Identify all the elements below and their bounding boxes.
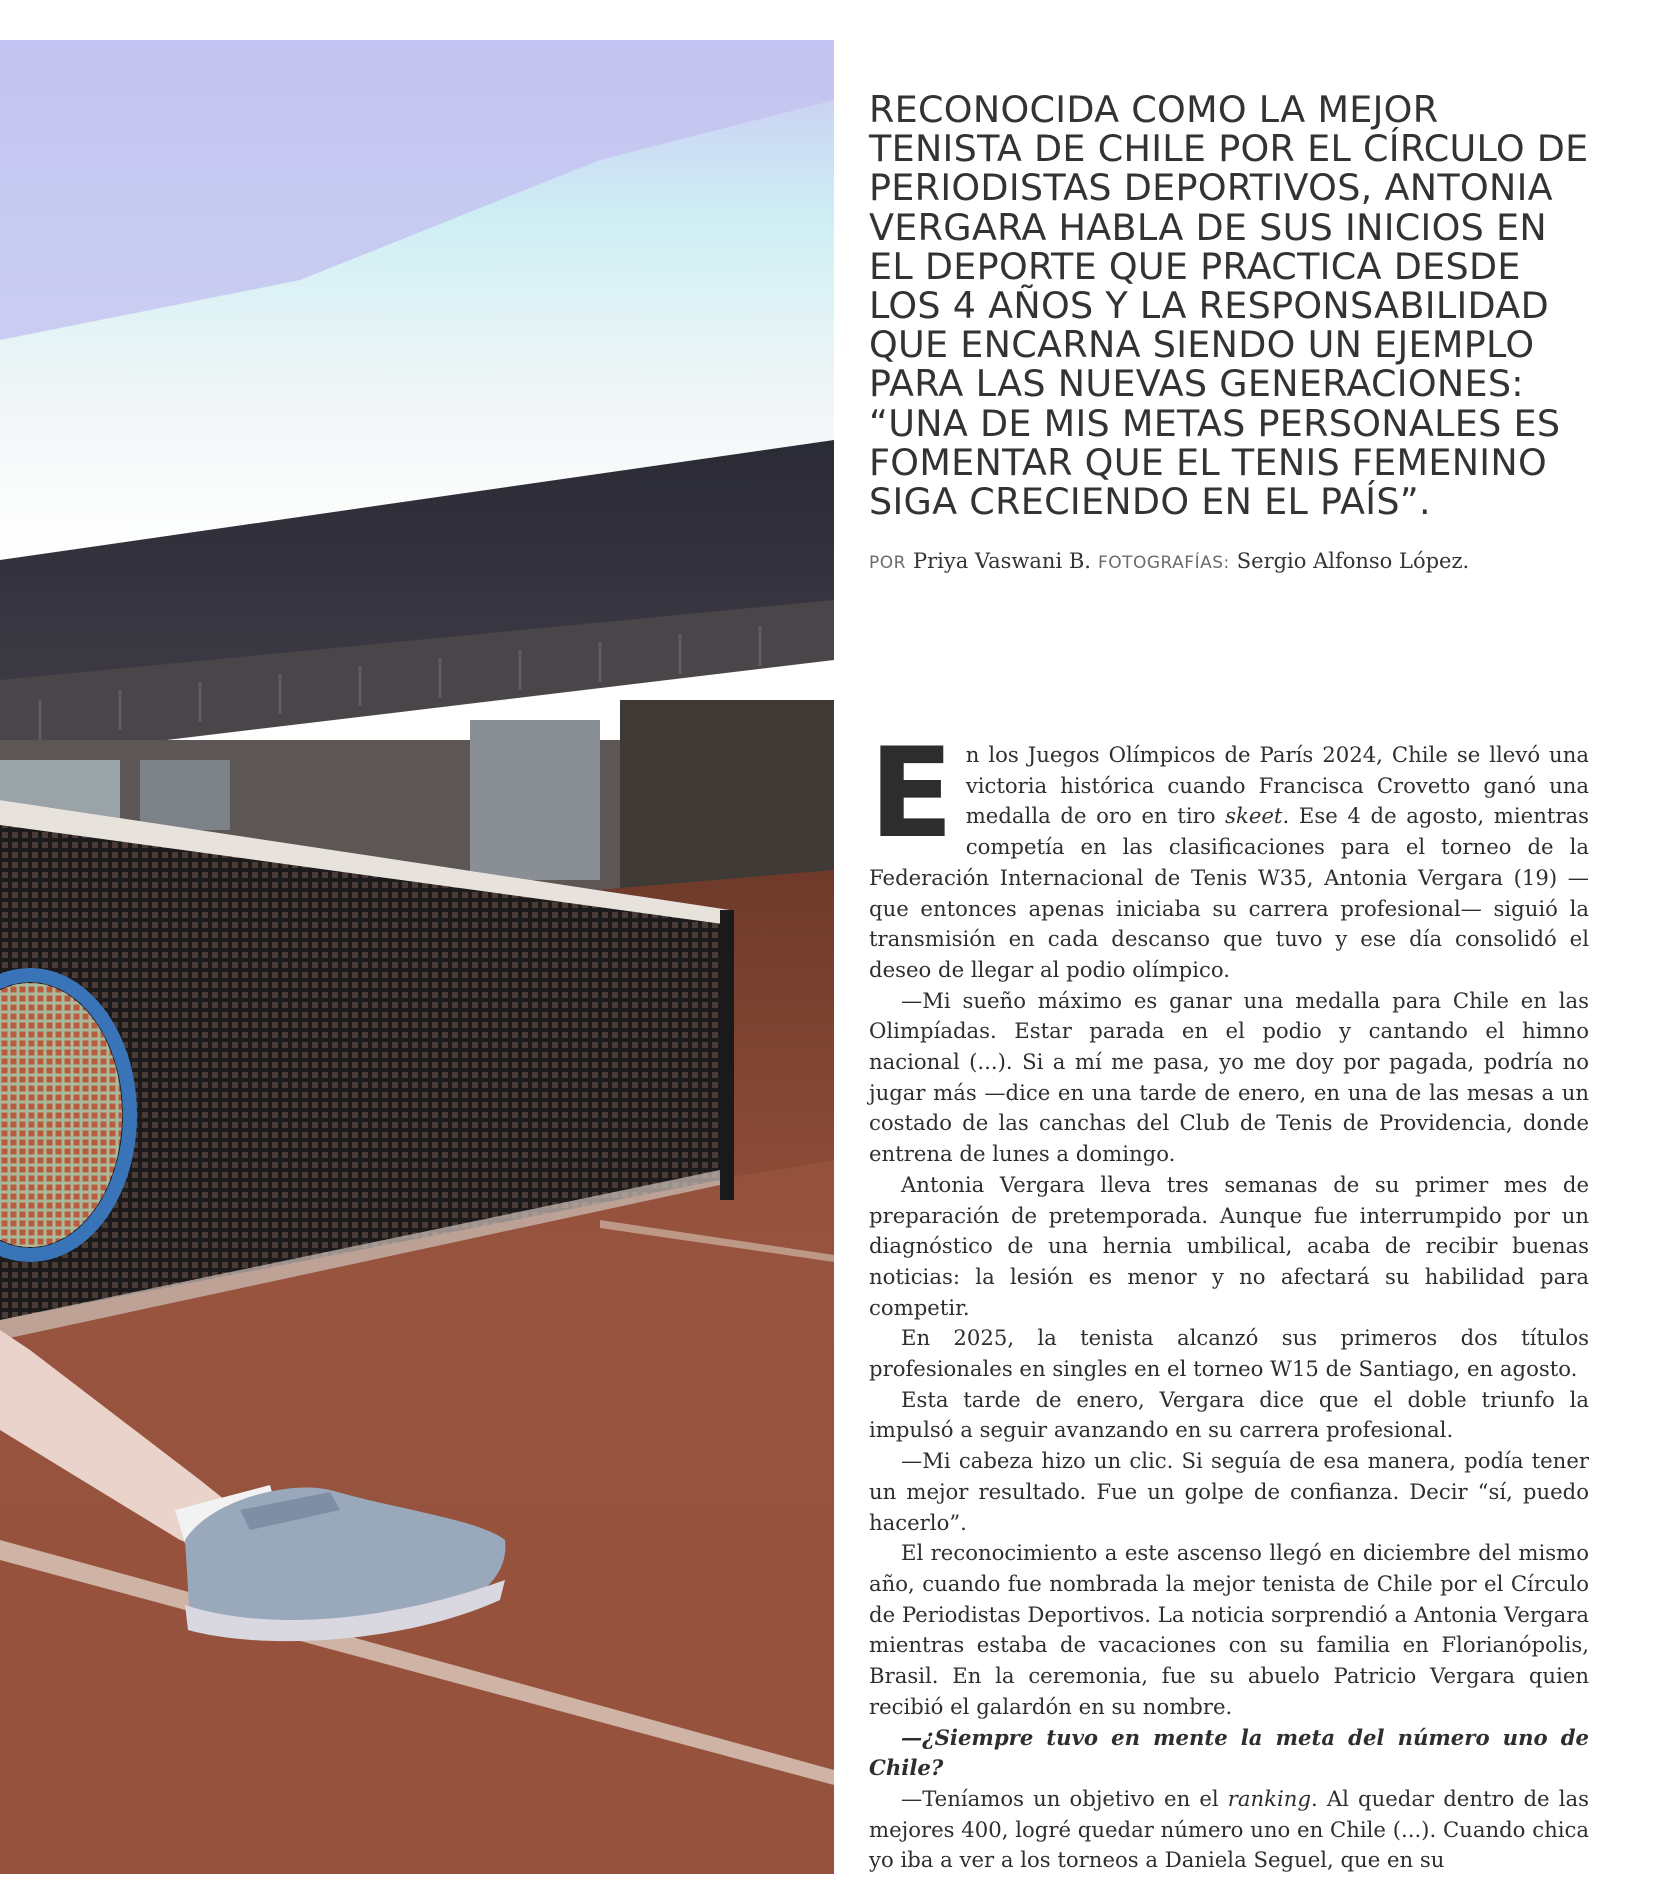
paragraph-7: El reconocimiento a este ascenso llegó en diciembre del mismo año, cuando fue nombrada la mejor tenista de Chile por el Círculo de Periodistas Deportivos. La noticia sorprendió a Antonia Vergara mientras estaba de vacaciones con su familia en Florianópolis, Brasil. En la ceremonia, fue su abuelo Patricio Vergara quien recibió el galardón en su nombre.: [869, 1540, 1589, 1719]
paragraph-8-text-a: —Teníamos un objetivo en el: [901, 1785, 1228, 1811]
interview-question-1: —¿Siempre tuvo en mente la meta del número uno de Chile?: [869, 1724, 1589, 1781]
paragraph-1-emphasis: skeet: [1225, 803, 1283, 829]
article-photo: [0, 40, 834, 1874]
byline-por-label: POR: [869, 553, 906, 574]
paragraph-5: Esta tarde de enero, Vergara dice que el doble triunfo la impulsó a seguir avanzando en su carrera profesional.: [869, 1386, 1589, 1443]
paragraph-4: En 2025, la tenista alcanzó sus primeros dos títulos profesionales en singles en el torneo W15 de Santiago, en agosto.: [869, 1325, 1589, 1382]
paragraph-1-text-b: . Ese 4 de agosto, mientras competía en las clasificaciones para el torneo de la Federación Internacional de Tenis W35, Antonia Vergara (19) —que entonces apenas iniciaba su carrera profesional— siguió la transmisión en cada descanso que tuvo y ese día consolidó el deseo de llegar al podio olímpico.: [869, 803, 1589, 982]
tennis-court-illustration: [0, 40, 834, 1874]
article-header: [869, 90, 1599, 574]
paragraph-8-emphasis: ranking: [1227, 1785, 1312, 1811]
drop-cap: E: [869, 722, 954, 866]
article-body: [869, 722, 1589, 1876]
paragraph-3: Antonia Vergara lleva tres semanas de su primer mes de preparación de pretemporada. Aunque fue interrumpido por un diagnóstico de una hernia umbilical, acaba de recibir buenas noticias: la lesión es menor y no afectará su habilidad para competir.: [869, 1171, 1589, 1320]
paragraph-6: —Mi cabeza hizo un clic. Si seguía de esa manera, podía tener un mejor resultado. Fue un golpe de confianza. Decir “sí, puedo hacerlo”.: [869, 1448, 1589, 1535]
paragraph-8-text-b: . Al quedar dentro de las mejores 400, logré quedar número uno en Chile (...). Cuando chica yo iba a ver a los torneos a Daniela Seguel, que en su: [869, 1785, 1589, 1873]
byline: [869, 549, 1599, 574]
paragraph-8: [869, 1784, 1589, 1876]
byline-author: Priya Vaswani B.: [912, 549, 1091, 574]
paragraph-1-text-a: n los Juegos Olímpicos de París 2024, Chile se llevó una victoria histórica cuando Francisca Crovetto ganó una medalla de oro en tiro: [965, 742, 1589, 829]
paragraph-1: [869, 722, 1589, 986]
byline-photographer: Sergio Alfonso López.: [1236, 549, 1470, 574]
article-deck: RECONOCIDA COMO LA MEJOR TENISTA DE CHILE POR EL CÍRCULO DE PERIODISTAS DEPORTIVOS, ANTONIA VERGARA HABLA DE SUS INICIOS EN EL DEPORTE QUE PRACTICA DESDE LOS 4 AÑOS Y LA RESPONSABILIDAD QUE ENCARNA SIENDO UN EJEMPLO PARA LAS NUEVAS GENERACIONES: “UNA DE MIS METAS PERSONALES ES FOMENTAR QUE EL TENIS FEMENINO SIGA CRECIENDO EN EL PAÍS”.: [869, 88, 1589, 524]
paragraph-2: —Mi sueño máximo es ganar una medalla para Chile en las Olimpíadas. Estar parada en el podio y cantando el himno nacional (...). Si a mí me pasa, yo me doy por pagada, podría no jugar más —dice en una tarde de enero, en una de las mesas a un costado de las canchas del Club de Tenis de Providencia, donde entrena de lunes a domingo.: [869, 987, 1589, 1167]
byline-photo-label: FOTOGRAFÍAS:: [1097, 553, 1230, 574]
